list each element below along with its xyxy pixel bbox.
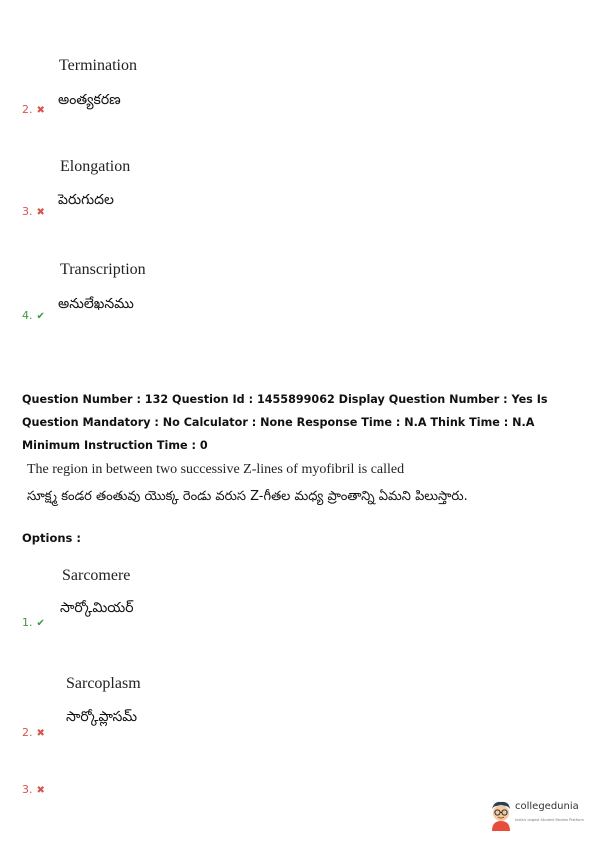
option-text-en: Transcription — [60, 261, 146, 278]
cross-icon: ✖ — [36, 105, 45, 116]
option-number: 4. ✔ — [22, 309, 45, 322]
logo-name: collegedunia — [515, 801, 579, 812]
option-text-te: పెరుగుదల — [58, 192, 114, 208]
collegedunia-logo — [488, 797, 588, 833]
check-icon: ✔ — [36, 311, 45, 322]
option-number: 1. ✔ — [22, 616, 45, 629]
logo-tagline: India's largest Student Review Platform — [515, 818, 584, 822]
option-number: 2. ✖ — [22, 726, 45, 739]
option-number: 3. ✖ — [22, 205, 45, 218]
cross-icon: ✖ — [36, 785, 45, 796]
check-icon: ✔ — [36, 618, 45, 629]
option-text-te: అనులేఖనము — [58, 296, 134, 312]
question-text-en: The region in between two successive Z-lines of myofibril is called — [27, 462, 405, 477]
question-text-te: సూక్ష్మ కండర తంతువు యొక్క రెండు వరుస Z-గీతల మధ్య ప్రాంతాన్ని ఏమని పిలుస్తారు. — [27, 489, 468, 504]
option-number: 2. ✖ — [22, 103, 45, 116]
cross-icon: ✖ — [36, 207, 45, 218]
option-number: 3. ✖ — [22, 783, 45, 796]
option-text-te: సార్కోమియర్ — [60, 600, 134, 616]
cross-icon: ✖ — [36, 728, 45, 739]
options-label: Options : — [22, 531, 81, 545]
option-text-en: Termination — [59, 57, 137, 74]
mascot-icon — [488, 799, 514, 831]
option-text-en: Elongation — [60, 158, 131, 175]
question-header: Question Number : 132 Question Id : 1455899062 Display Question Number : Yes Is Question Mandatory : No Calculator : None Response Time : N.A Think Time : N.A Minimum Instruction Time : 0 — [22, 393, 548, 452]
option-text-te: సార్కోప్లాసమ్ — [66, 709, 138, 725]
option-text-en: Sarcomere — [62, 567, 131, 584]
option-text-en: Sarcoplasm — [66, 675, 141, 692]
option-text-te: అంత్యకరణ — [58, 92, 121, 108]
